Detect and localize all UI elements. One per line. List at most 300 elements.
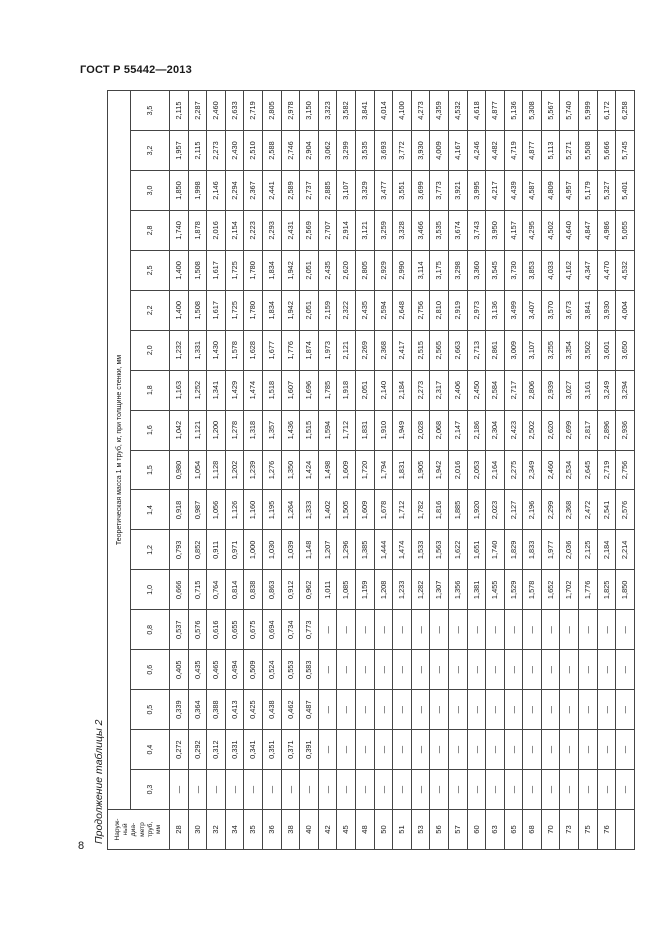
mass-cell: 1,529 bbox=[504, 570, 523, 610]
wall-thickness-header: 2,0 bbox=[131, 330, 170, 370]
mass-cell: 2,919 bbox=[448, 290, 467, 330]
mass-cell: 4,957 bbox=[560, 171, 579, 211]
diameter-cell: 35 bbox=[244, 810, 263, 850]
mass-cell: — bbox=[262, 770, 281, 810]
mass-cell: 1,318 bbox=[244, 410, 263, 450]
mass-cell: 1,905 bbox=[411, 450, 430, 490]
wall-thickness-header: 1,2 bbox=[131, 530, 170, 570]
diameter-cell: 53 bbox=[411, 810, 430, 850]
mass-cell: 4,877 bbox=[486, 91, 505, 131]
mass-cell: 4,439 bbox=[504, 171, 523, 211]
table-row bbox=[393, 91, 412, 850]
mass-cell: — bbox=[411, 730, 430, 770]
mass-cell: 1,677 bbox=[262, 330, 281, 370]
mass-cell: 5,136 bbox=[504, 91, 523, 131]
table-row bbox=[579, 91, 598, 850]
mass-cell: 2,269 bbox=[355, 330, 374, 370]
mass-cell: 3,299 bbox=[337, 131, 356, 171]
mass-cell: 1,942 bbox=[281, 290, 300, 330]
table-row bbox=[300, 91, 319, 850]
mass-cell: 0,814 bbox=[225, 570, 244, 610]
mass-cell: 4,640 bbox=[560, 210, 579, 250]
mass-cell: — bbox=[374, 610, 393, 650]
mass-cell: — bbox=[579, 650, 598, 690]
mass-cell: — bbox=[374, 690, 393, 730]
diameter-cell: 38 bbox=[281, 810, 300, 850]
diameter-cell: 75 bbox=[579, 810, 598, 850]
mass-cell: 3,693 bbox=[374, 131, 393, 171]
mass-cell: — bbox=[523, 730, 542, 770]
mass-cell: 3,259 bbox=[374, 210, 393, 250]
mass-cell: 0,912 bbox=[281, 570, 300, 610]
mass-cell: 0,272 bbox=[170, 730, 189, 770]
mass-cell: 2,140 bbox=[374, 370, 393, 410]
mass-cell: 0,438 bbox=[262, 690, 281, 730]
mass-cell: — bbox=[467, 730, 486, 770]
mass-cell: 0,435 bbox=[188, 650, 207, 690]
mass-cell: 1,278 bbox=[225, 410, 244, 450]
diameter-cell: 30 bbox=[188, 810, 207, 850]
mass-cell: 1,160 bbox=[244, 490, 263, 530]
mass-cell: 5,999 bbox=[579, 91, 598, 131]
mass-cell: 1,776 bbox=[579, 570, 598, 610]
diameter-cell: 65 bbox=[504, 810, 523, 850]
mass-cell: 1,264 bbox=[281, 490, 300, 530]
mass-cell: — bbox=[504, 690, 523, 730]
mass-cell: 3,062 bbox=[318, 131, 337, 171]
mass-cell: 2,287 bbox=[188, 91, 207, 131]
mass-cell: 1,356 bbox=[448, 570, 467, 610]
mass-cell: 1,000 bbox=[244, 530, 263, 570]
table-row bbox=[448, 91, 467, 850]
mass-cell: 3,298 bbox=[448, 250, 467, 290]
mass-cell: 5,308 bbox=[523, 91, 542, 131]
mass-cell: 4,157 bbox=[504, 210, 523, 250]
mass-cell: 0,863 bbox=[262, 570, 281, 610]
mass-cell: 1,148 bbox=[300, 530, 319, 570]
mass-cell: — bbox=[486, 730, 505, 770]
mass-cell: 0,576 bbox=[188, 610, 207, 650]
mass-cell: 2,990 bbox=[393, 250, 412, 290]
mass-cell: 1,202 bbox=[225, 450, 244, 490]
mass-cell: 2,713 bbox=[467, 330, 486, 370]
mass-cell: 3,009 bbox=[504, 330, 523, 370]
mass-cell: — bbox=[541, 770, 560, 810]
mass-cell: 2,164 bbox=[486, 450, 505, 490]
wall-thickness-header: 1,5 bbox=[131, 450, 170, 490]
mass-cell: 1,957 bbox=[170, 131, 189, 171]
mass-cell: — bbox=[486, 650, 505, 690]
mass-cell: 2,322 bbox=[337, 290, 356, 330]
mass-cell: 2,896 bbox=[597, 410, 616, 450]
mass-cell: — bbox=[318, 770, 337, 810]
mass-cell: 1,622 bbox=[448, 530, 467, 570]
mass-cell: 2,016 bbox=[207, 210, 226, 250]
mass-cell: — bbox=[355, 610, 374, 650]
mass-cell: 1,331 bbox=[188, 330, 207, 370]
mass-cell: 1,831 bbox=[393, 450, 412, 490]
mass-cell: — bbox=[281, 770, 300, 810]
mass-cell: 0,494 bbox=[225, 650, 244, 690]
mass-cell: 1,200 bbox=[207, 410, 226, 450]
mass-cell: 1,011 bbox=[318, 570, 337, 610]
mass-cell: 6,258 bbox=[616, 91, 635, 131]
mass-cell: 0,918 bbox=[170, 490, 189, 530]
wall-thickness-header: 1,8 bbox=[131, 370, 170, 410]
mass-cell: — bbox=[318, 610, 337, 650]
mass-cell: 1,429 bbox=[225, 370, 244, 410]
diameter-cell: 57 bbox=[448, 810, 467, 850]
mass-cell: 2,028 bbox=[411, 410, 430, 450]
mass-cell: 1,563 bbox=[430, 530, 449, 570]
mass-cell: 3,551 bbox=[393, 171, 412, 211]
mass-cell: 5,113 bbox=[541, 131, 560, 171]
mass-cell: 1,977 bbox=[541, 530, 560, 570]
mass-cell: 1,474 bbox=[393, 530, 412, 570]
table-row bbox=[523, 91, 542, 850]
mass-cell: 5,327 bbox=[597, 171, 616, 211]
mass-cell: — bbox=[579, 770, 598, 810]
table-row bbox=[262, 91, 281, 850]
mass-cell: — bbox=[411, 650, 430, 690]
mass-cell: — bbox=[486, 690, 505, 730]
mass-cell: 2,435 bbox=[355, 290, 374, 330]
mass-cell: 2,423 bbox=[504, 410, 523, 450]
mass-cell: — bbox=[504, 730, 523, 770]
mass-cell: 1,276 bbox=[262, 450, 281, 490]
mass-cell: 3,841 bbox=[579, 290, 598, 330]
table-row bbox=[281, 91, 300, 850]
mass-cell: 3,121 bbox=[355, 210, 374, 250]
mass-cell: 4,719 bbox=[504, 131, 523, 171]
mass-cell: — bbox=[467, 610, 486, 650]
mass-cell: 1,918 bbox=[337, 370, 356, 410]
mass-cell: 1,782 bbox=[411, 490, 430, 530]
mass-cell: — bbox=[523, 770, 542, 810]
mass-cell: — bbox=[374, 730, 393, 770]
mass-cell: 2,648 bbox=[393, 290, 412, 330]
table-row bbox=[504, 91, 523, 850]
mass-cell: 4,587 bbox=[523, 171, 542, 211]
mass-cell: 0,341 bbox=[244, 730, 263, 770]
mass-cell: 4,033 bbox=[541, 250, 560, 290]
mass-cell: 3,360 bbox=[467, 250, 486, 290]
mass-cell: 1,834 bbox=[262, 250, 281, 290]
mass-cell: — bbox=[597, 730, 616, 770]
mass-cell: 2,534 bbox=[560, 450, 579, 490]
mass-cell: 1,942 bbox=[281, 250, 300, 290]
mass-cell: 0,675 bbox=[244, 610, 263, 650]
mass-cell: 1,508 bbox=[188, 290, 207, 330]
diameter-cell: 34 bbox=[225, 810, 244, 850]
mass-cell: — bbox=[225, 770, 244, 810]
mass-cell: 3,673 bbox=[560, 290, 579, 330]
mass-cell: 2,594 bbox=[374, 290, 393, 330]
mass-cell: — bbox=[560, 610, 579, 650]
mass-cell: 2,127 bbox=[504, 490, 523, 530]
mass-cell: 2,510 bbox=[244, 131, 263, 171]
mass-cell: — bbox=[448, 610, 467, 650]
mass-cell: 3,650 bbox=[616, 330, 635, 370]
mass-cell: — bbox=[337, 610, 356, 650]
mass-cell: 0,962 bbox=[300, 570, 319, 610]
mass-cell: 1,307 bbox=[430, 570, 449, 610]
mass-cell: 1,163 bbox=[170, 370, 189, 410]
mass-cell: 1,056 bbox=[207, 490, 226, 530]
mass-cell: 1,126 bbox=[225, 490, 244, 530]
mass-cell: 1,942 bbox=[430, 450, 449, 490]
mass-cell: 0,583 bbox=[300, 650, 319, 690]
mass-cell: 3,773 bbox=[430, 171, 449, 211]
mass-cell: 1,725 bbox=[225, 290, 244, 330]
diameter-cell: 63 bbox=[486, 810, 505, 850]
mass-cell: — bbox=[318, 650, 337, 690]
mass-cell: 4,809 bbox=[541, 171, 560, 211]
mass-cell: 2,304 bbox=[486, 410, 505, 450]
mass-cell: 0,312 bbox=[207, 730, 226, 770]
mass-cell: 2,053 bbox=[467, 450, 486, 490]
mass-cell: — bbox=[579, 730, 598, 770]
mass-cell: 2,068 bbox=[430, 410, 449, 450]
mass-cell: 2,406 bbox=[448, 370, 467, 410]
mass-cell: 2,645 bbox=[579, 450, 598, 490]
table-row bbox=[170, 91, 189, 850]
mass-cell: 3,107 bbox=[337, 171, 356, 211]
mass-cell: — bbox=[467, 770, 486, 810]
mass-cell: — bbox=[355, 690, 374, 730]
mass-cell: — bbox=[355, 770, 374, 810]
wall-thickness-header: 0,3 bbox=[131, 770, 170, 810]
mass-cell: 1,505 bbox=[337, 490, 356, 530]
mass-cell: 1,785 bbox=[318, 370, 337, 410]
mass-cell: 3,995 bbox=[467, 171, 486, 211]
mass-cell: 1,042 bbox=[170, 410, 189, 450]
mass-cell: 1,651 bbox=[467, 530, 486, 570]
mass-cell: 1,834 bbox=[262, 290, 281, 330]
mass-cell: 2,719 bbox=[597, 450, 616, 490]
table-row bbox=[337, 91, 356, 850]
mass-cell: 1,594 bbox=[318, 410, 337, 450]
mass-cell: 2,588 bbox=[262, 131, 281, 171]
mass-cell: 2,620 bbox=[541, 410, 560, 450]
mass-cell: 1,949 bbox=[393, 410, 412, 450]
mass-cell: 2,125 bbox=[579, 530, 598, 570]
mass-cell: 0,339 bbox=[170, 690, 189, 730]
mass-cell: 3,354 bbox=[560, 330, 579, 370]
wall-thickness-header: 3,2 bbox=[131, 131, 170, 171]
mass-cell: 2,293 bbox=[262, 210, 281, 250]
mass-cell: 2,196 bbox=[523, 490, 542, 530]
mass-cell: — bbox=[579, 690, 598, 730]
table-row bbox=[616, 91, 635, 850]
mass-cell: 4,470 bbox=[597, 250, 616, 290]
table-row bbox=[244, 91, 263, 850]
mass-cell: 3,730 bbox=[504, 250, 523, 290]
mass-cell: 4,482 bbox=[486, 131, 505, 171]
mass-cell: 3,841 bbox=[355, 91, 374, 131]
mass-cell: 1,850 bbox=[616, 570, 635, 610]
mass-cell: 4,986 bbox=[597, 210, 616, 250]
mass-cell: — bbox=[486, 770, 505, 810]
mass-cell: 1,402 bbox=[318, 490, 337, 530]
mass-cell: — bbox=[504, 610, 523, 650]
mass-cell: 3,255 bbox=[541, 330, 560, 370]
mass-cell: 0,911 bbox=[207, 530, 226, 570]
mass-cell: 1,341 bbox=[207, 370, 226, 410]
wall-thickness-header: 1,4 bbox=[131, 490, 170, 530]
mass-cell: 1,829 bbox=[504, 530, 523, 570]
mass-cell: — bbox=[374, 650, 393, 690]
mass-cell: 2,576 bbox=[616, 490, 635, 530]
mass-cell: — bbox=[467, 690, 486, 730]
wall-thickness-header: 2,5 bbox=[131, 250, 170, 290]
mass-cell: 0,462 bbox=[281, 690, 300, 730]
mass-cell: 1,121 bbox=[188, 410, 207, 450]
mass-cell: 2,214 bbox=[616, 530, 635, 570]
wall-thickness-header: 0,4 bbox=[131, 730, 170, 770]
mass-cell: 3,853 bbox=[523, 250, 542, 290]
mass-cell: 4,847 bbox=[579, 210, 598, 250]
mass-cell: 2,502 bbox=[523, 410, 542, 450]
mass-cell: — bbox=[560, 650, 579, 690]
mass-cell: 2,184 bbox=[597, 530, 616, 570]
diameter-cell: 68 bbox=[523, 810, 542, 850]
mass-cell: 4,877 bbox=[523, 131, 542, 171]
mass-cell: 1,232 bbox=[170, 330, 189, 370]
mass-cell: — bbox=[355, 650, 374, 690]
diameter-header bbox=[108, 810, 170, 850]
mass-cell: — bbox=[337, 730, 356, 770]
mass-cell: 3,027 bbox=[560, 370, 579, 410]
mass-cell: 2,805 bbox=[355, 250, 374, 290]
mass-cell: 1,578 bbox=[225, 330, 244, 370]
mass-cell: 2,929 bbox=[374, 250, 393, 290]
mass-cell: 0,364 bbox=[188, 690, 207, 730]
wall-thickness-header: 0,8 bbox=[131, 610, 170, 650]
wall-thickness-header: 2,2 bbox=[131, 290, 170, 330]
mass-cell: 0,838 bbox=[244, 570, 263, 610]
mass-cell: — bbox=[188, 770, 207, 810]
mass-cell: — bbox=[597, 650, 616, 690]
mass-cell: 2,294 bbox=[225, 171, 244, 211]
table-row bbox=[188, 91, 207, 850]
mass-cell: — bbox=[393, 770, 412, 810]
mass-cell: 2,121 bbox=[337, 330, 356, 370]
mass-cell: 0,292 bbox=[188, 730, 207, 770]
mass-cell: 3,136 bbox=[486, 290, 505, 330]
mass-cell: 5,055 bbox=[616, 210, 635, 250]
mass-cell: 6,172 bbox=[597, 91, 616, 131]
mass-cell: 1,239 bbox=[244, 450, 263, 490]
mass-cell: — bbox=[486, 610, 505, 650]
mass-cell: 2,541 bbox=[597, 490, 616, 530]
mass-cell: 0,351 bbox=[262, 730, 281, 770]
mass-cell: — bbox=[504, 650, 523, 690]
mass-cell: 1,628 bbox=[244, 330, 263, 370]
mass-cell: 2,147 bbox=[448, 410, 467, 450]
mass-cell: — bbox=[541, 650, 560, 690]
mass-cell: 4,162 bbox=[560, 250, 579, 290]
mass-cell: — bbox=[616, 730, 635, 770]
mass-cell: 1,357 bbox=[262, 410, 281, 450]
mass-cell: 0,655 bbox=[225, 610, 244, 650]
mass-cell: — bbox=[448, 770, 467, 810]
mass-cell: 2,699 bbox=[560, 410, 579, 450]
mass-cell: 3,329 bbox=[355, 171, 374, 211]
mass-cell: — bbox=[430, 650, 449, 690]
mass-cell: 1,702 bbox=[560, 570, 579, 610]
mass-cell: — bbox=[337, 650, 356, 690]
mass-cell: 2,368 bbox=[374, 330, 393, 370]
mass-table bbox=[107, 90, 635, 850]
mass-cell: 3,175 bbox=[430, 250, 449, 290]
mass-cell: 1,400 bbox=[170, 250, 189, 290]
mass-cell: 3,930 bbox=[597, 290, 616, 330]
table-row bbox=[560, 91, 579, 850]
mass-cell: 3,499 bbox=[504, 290, 523, 330]
diameter-cell: 70 bbox=[541, 810, 560, 850]
mass-cell: 0,487 bbox=[300, 690, 319, 730]
document-header: ГОСТ Р 55442—2013 bbox=[80, 64, 192, 76]
mass-cell: 0,980 bbox=[170, 450, 189, 490]
mass-cell: 2,417 bbox=[393, 330, 412, 370]
mass-cell: 1,794 bbox=[374, 450, 393, 490]
diameter-cell: 50 bbox=[374, 810, 393, 850]
mass-cell: 3,323 bbox=[318, 91, 337, 131]
mass-cell: — bbox=[448, 690, 467, 730]
mass-cell: 0,537 bbox=[170, 610, 189, 650]
mass-cell: 1,696 bbox=[300, 370, 319, 410]
mass-cell: 2,299 bbox=[541, 490, 560, 530]
diameter-cell: 36 bbox=[262, 810, 281, 850]
diameter-cell: 40 bbox=[300, 810, 319, 850]
mass-cell: 1,780 bbox=[244, 250, 263, 290]
mass-cell: 2,515 bbox=[411, 330, 430, 370]
mass-cell: 5,740 bbox=[560, 91, 579, 131]
mass-cell: 1,617 bbox=[207, 250, 226, 290]
mass-cell: 3,535 bbox=[355, 131, 374, 171]
mass-cell: — bbox=[616, 610, 635, 650]
mass-cell: 1,233 bbox=[393, 570, 412, 610]
mass-cell: 1,712 bbox=[393, 490, 412, 530]
mass-cell: 2,620 bbox=[337, 250, 356, 290]
mass-cell: 1,444 bbox=[374, 530, 393, 570]
mass-cell: 1,678 bbox=[374, 490, 393, 530]
mass-cell: 2,115 bbox=[188, 131, 207, 171]
mass-cell: 2,756 bbox=[616, 450, 635, 490]
mass-cell: — bbox=[393, 730, 412, 770]
mass-cell: 3,545 bbox=[486, 250, 505, 290]
mass-cell: 1,518 bbox=[262, 370, 281, 410]
mass-cell: 2,633 bbox=[225, 91, 244, 131]
mass-cell: 0,734 bbox=[281, 610, 300, 650]
mass-cell: 0,509 bbox=[244, 650, 263, 690]
mass-cell: 2,719 bbox=[244, 91, 263, 131]
mass-cell: 3,699 bbox=[411, 171, 430, 211]
mass-cell: 1,652 bbox=[541, 570, 560, 610]
mass-cell: — bbox=[430, 610, 449, 650]
mass-cell: 2,186 bbox=[467, 410, 486, 450]
mass-cell: 1,424 bbox=[300, 450, 319, 490]
mass-cell: 2,016 bbox=[448, 450, 467, 490]
diameter-cell: 45 bbox=[337, 810, 356, 850]
mass-cell: 0,715 bbox=[188, 570, 207, 610]
mass-cell: 0,524 bbox=[262, 650, 281, 690]
table-row bbox=[541, 91, 560, 850]
mass-cell: — bbox=[207, 770, 226, 810]
mass-cell: 5,179 bbox=[579, 171, 598, 211]
mass-cell: — bbox=[579, 610, 598, 650]
